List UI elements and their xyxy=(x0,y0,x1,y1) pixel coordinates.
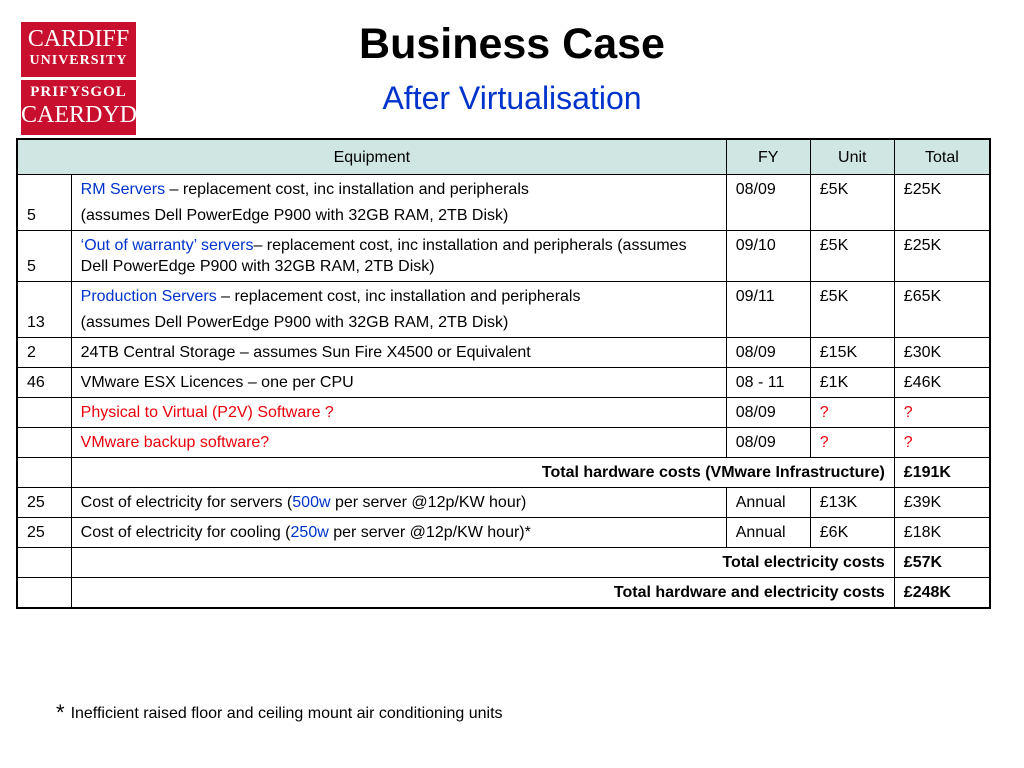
fy-cell: 08 - 11 xyxy=(726,368,810,398)
total-cell: £65K xyxy=(894,282,990,338)
qty-cell xyxy=(17,458,71,488)
fy-cell: 08/09 xyxy=(726,338,810,368)
desc-cell: Physical to Virtual (P2V) Software ? xyxy=(71,398,726,428)
qty-cell: 25 xyxy=(17,488,71,518)
table-row xyxy=(17,282,990,338)
qty-cell xyxy=(17,428,71,458)
grand-total-label: Total hardware and electricity costs xyxy=(71,578,894,609)
table-row xyxy=(17,338,990,368)
desc-text: per server @12p/KW hour)* xyxy=(328,524,531,541)
slide-title: Business Case xyxy=(359,20,665,68)
fy-cell: 09/11 xyxy=(726,282,810,338)
subtotal-label: Total electricity costs xyxy=(71,548,894,578)
qty-cell xyxy=(17,578,71,609)
unit-cell: ? xyxy=(810,428,894,458)
desc-cell: VMware backup software? xyxy=(71,428,726,458)
unit-cell: £13K xyxy=(810,488,894,518)
desc-cell xyxy=(71,488,726,518)
total-cell: ? xyxy=(894,398,990,428)
total-cell: £46K xyxy=(894,368,990,398)
desc-highlight: ‘Out of warranty’ servers xyxy=(80,237,254,254)
qty-cell: 5 xyxy=(17,175,71,231)
unit-cell: £5K xyxy=(810,175,894,231)
qty-cell xyxy=(17,548,71,578)
desc-text: per server @12p/KW hour) xyxy=(330,494,527,511)
desc-text: – replacement cost, inc installation and peripherals (assumes Dell PowerEdge P900 with 32GB RAM, 2TB Disk) xyxy=(80,237,687,275)
total-cell: £18K xyxy=(894,518,990,548)
fy-cell: Annual xyxy=(726,488,810,518)
slide-subtitle: After Virtualisation xyxy=(382,80,642,116)
subtotal-hardware-row xyxy=(17,458,990,488)
qty-cell: 2 xyxy=(17,338,71,368)
grand-total-value: £248K xyxy=(894,578,990,609)
desc-highlight: Production Servers xyxy=(80,288,217,305)
unit-cell: £6K xyxy=(810,518,894,548)
unit-cell: ? xyxy=(810,398,894,428)
unit-cell: £15K xyxy=(810,338,894,368)
table-row xyxy=(17,231,990,282)
subtotal-electricity-row xyxy=(17,548,990,578)
table-row xyxy=(17,488,990,518)
unit-cell: £5K xyxy=(810,231,894,282)
desc-text: Cost of electricity for servers ( xyxy=(80,494,293,511)
fy-cell: 08/09 xyxy=(726,398,810,428)
footnote-marker: * xyxy=(56,700,65,725)
table-row xyxy=(17,428,990,458)
table-header-row xyxy=(17,139,990,175)
subtotal-label: Total hardware costs (VMware Infrastructure) xyxy=(71,458,894,488)
header-unit: Unit xyxy=(810,139,894,175)
desc-highlight: RM Servers xyxy=(80,181,166,198)
desc-cell: VMware ESX Licences – one per CPU xyxy=(71,368,726,398)
fy-cell: 08/09 xyxy=(726,428,810,458)
total-cell: £25K xyxy=(894,231,990,282)
desc-line2: (assumes Dell PowerEdge P900 with 32GB RAM, 2TB Disk) xyxy=(80,207,509,224)
desc-highlight: 250w xyxy=(290,524,329,541)
qty-cell: 13 xyxy=(17,282,71,338)
unit-cell: £1K xyxy=(810,368,894,398)
fy-cell: 08/09 xyxy=(726,175,810,231)
unit-cell: £5K xyxy=(810,282,894,338)
desc-cell xyxy=(71,282,726,338)
qty-cell: 46 xyxy=(17,368,71,398)
footnote-text: Inefficient raised floor and ceiling mount air conditioning units xyxy=(70,705,503,722)
logo-line-university: UNIVERSITY xyxy=(29,53,128,68)
header-total: Total xyxy=(894,139,990,175)
desc-cell xyxy=(71,231,726,282)
desc-cell xyxy=(71,175,726,231)
subtotal-value: £191K xyxy=(894,458,990,488)
desc-text: Cost of electricity for cooling ( xyxy=(80,524,291,541)
business-case-table xyxy=(16,138,991,609)
total-cell: £30K xyxy=(894,338,990,368)
table-row xyxy=(17,368,990,398)
header-equipment: Equipment xyxy=(17,139,726,175)
desc-cell: 24TB Central Storage – assumes Sun Fire X4500 or Equivalent xyxy=(71,338,726,368)
fy-cell: 09/10 xyxy=(726,231,810,282)
desc-highlight: 500w xyxy=(292,494,331,511)
fy-cell: Annual xyxy=(726,518,810,548)
desc-line2: (assumes Dell PowerEdge P900 with 32GB RAM, 2TB Disk) xyxy=(80,314,509,331)
table-row xyxy=(17,175,990,231)
qty-cell: 5 xyxy=(17,231,71,282)
logo-line-prifysgol: PRIFYSGOL xyxy=(30,84,127,100)
footnote xyxy=(56,700,503,726)
desc-text: – replacement cost, inc installation and peripherals xyxy=(165,181,529,198)
desc-text: – replacement cost, inc installation and peripherals xyxy=(216,288,581,305)
table-row xyxy=(17,398,990,428)
logo-line-caerdydd: CAERDYDD xyxy=(21,102,155,128)
qty-cell: 25 xyxy=(17,518,71,548)
logo-line-cardiff: CARDIFF xyxy=(27,26,130,52)
header-fy: FY xyxy=(726,139,810,175)
total-cell: ? xyxy=(894,428,990,458)
desc-cell xyxy=(71,518,726,548)
table-row xyxy=(17,518,990,548)
subtotal-value: £57K xyxy=(894,548,990,578)
grand-total-row xyxy=(17,578,990,609)
qty-cell xyxy=(17,398,71,428)
total-cell: £25K xyxy=(894,175,990,231)
total-cell: £39K xyxy=(894,488,990,518)
